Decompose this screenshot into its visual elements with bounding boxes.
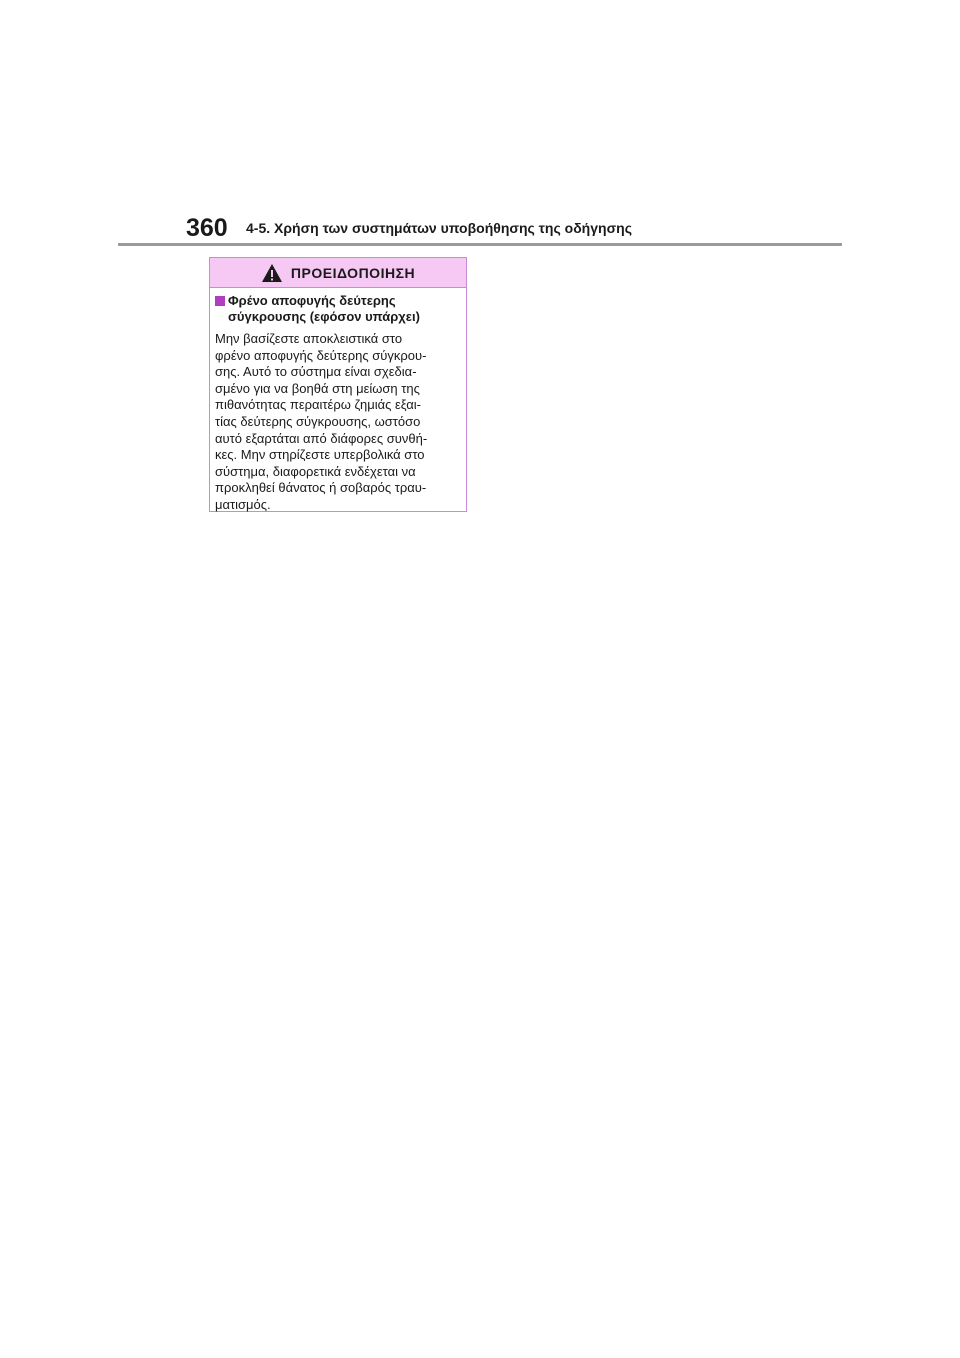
warning-subheading-text: Φρένο αποφυγής δεύτερης σύγκρουσης (εφόσον υπάρχει) bbox=[228, 293, 420, 324]
warning-body bbox=[210, 288, 466, 514]
section-title: 4-5. Χρήση των συστημάτων υποβοήθησης της οδήγησης bbox=[246, 220, 632, 236]
square-bullet-icon bbox=[215, 296, 225, 306]
warning-subheading bbox=[215, 293, 460, 325]
header-divider bbox=[118, 243, 842, 246]
warning-header bbox=[210, 258, 466, 288]
warning-title: ΠΡΟΕΙΔΟΠΟΙΗΣΗ bbox=[290, 264, 416, 281]
warning-box bbox=[209, 257, 467, 512]
page-number: 360 bbox=[186, 214, 228, 242]
warning-triangle-icon bbox=[261, 263, 283, 283]
warning-text: Μην βασίζεστε αποκλειστικά στο φρένο αποφυγής δεύτερης σύγκρου- σης. Αυτό το σύστημα είναι σχεδια- σμένο για να βοηθά στη μείωση της πιθανότητας περαιτέρω ζημιάς εξαι- τίας δεύτερης σύγκρουσης, ωστόσο αυτό εξαρτάται από διάφορες συνθή- κες. Μην στηρίζεστε υπερβολικά στο σύστημα, διαφορετικά ενδέχεται να προκληθεί θάνατος ή σοβαρός τραυ- ματισμός. bbox=[215, 331, 428, 512]
